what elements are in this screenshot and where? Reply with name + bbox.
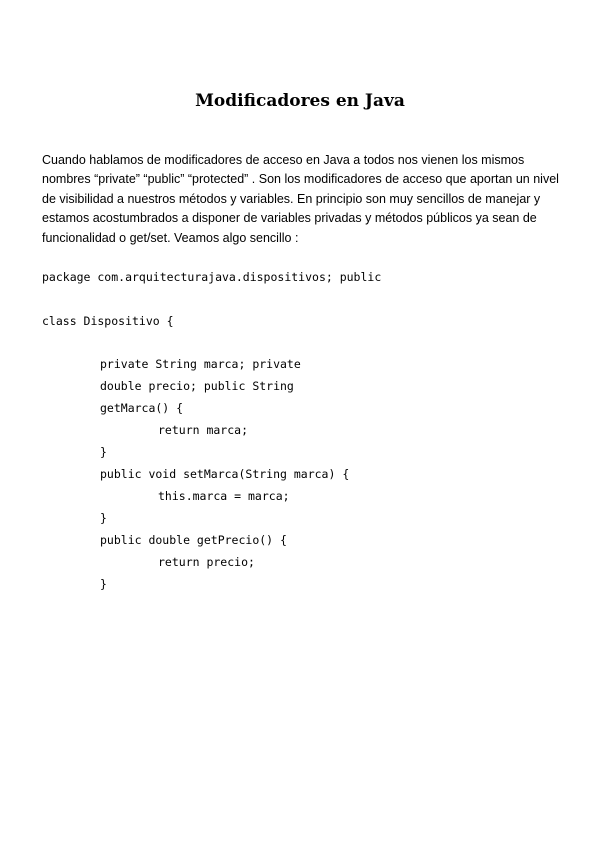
code-line: return precio; <box>158 555 255 569</box>
paragraph-line: funcionalidad o get/set. Veamos algo sencillo : <box>42 230 299 245</box>
code-class-line: class Dispositivo { <box>42 314 174 328</box>
paragraph-line: nombres “private” “public” “protected” . Son los modificadores de acceso que aportan un nivel <box>42 172 559 187</box>
code-line: } <box>100 511 107 525</box>
code-line: this.marca = marca; <box>158 489 290 503</box>
paragraph-line: de visibilidad a nuestros métodos y variables. En principio son muy sencillos de manejar y <box>42 191 541 206</box>
code-package-line: package com.arquitecturajava.dispositivos; public <box>42 270 382 284</box>
code-line: return marca; <box>158 423 249 437</box>
intro-paragraph <box>42 151 562 248</box>
code-line: getMarca() { <box>100 401 184 415</box>
paragraph-line: estamos acostumbrados a disponer de variables privadas y métodos públicos ya sean de <box>42 211 537 226</box>
code-line: public double getPrecio() { <box>100 533 287 547</box>
page-title: Modificadores en Java <box>195 91 405 111</box>
code-line: private String marca; private <box>100 357 301 371</box>
code-line: public void setMarca(String marca) { <box>100 467 350 481</box>
code-line: } <box>100 577 107 591</box>
code-line: double precio; public String <box>100 379 294 393</box>
code-line: } <box>100 445 107 459</box>
paragraph-line: Cuando hablamos de modificadores de acceso en Java a todos nos vienen los mismos <box>42 153 525 167</box>
code-class-body <box>100 353 349 595</box>
